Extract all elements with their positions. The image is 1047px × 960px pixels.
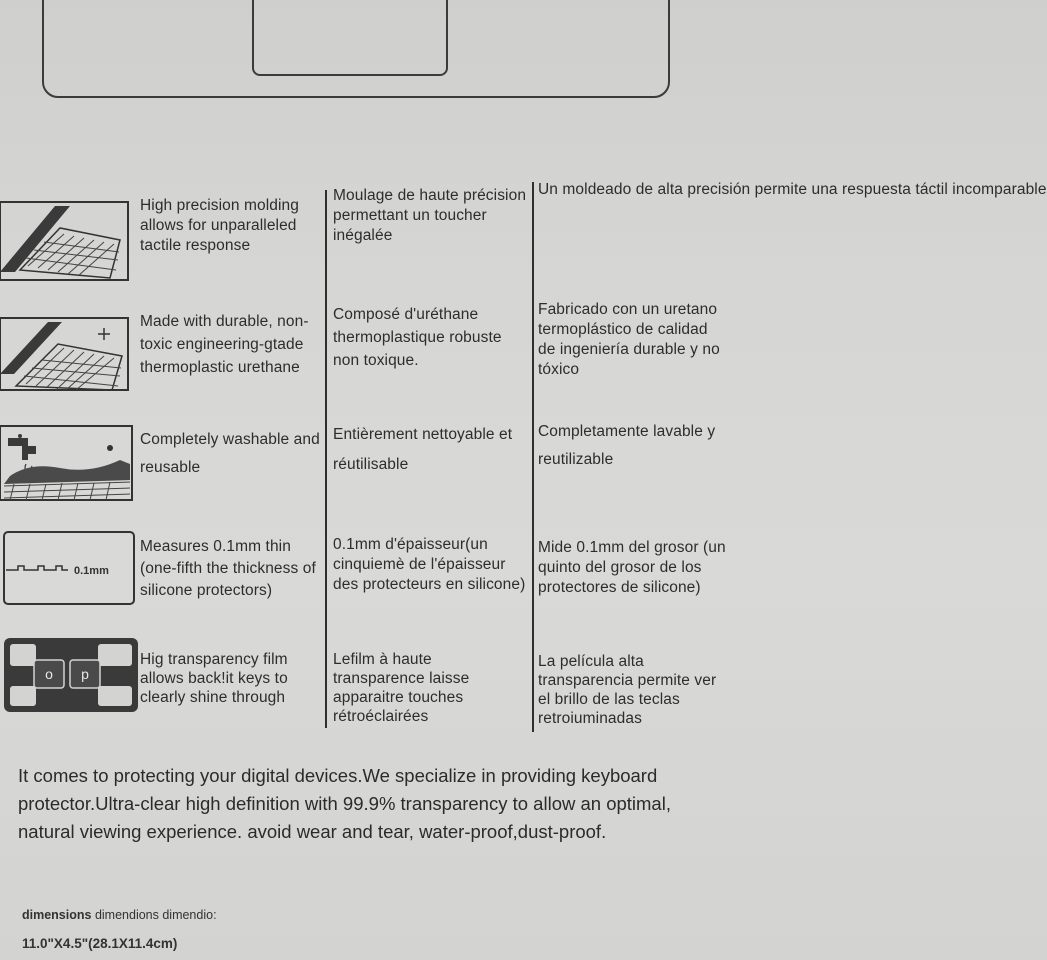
feature-text-fr: Entièrement nettoyable et réutilisable	[333, 426, 513, 473]
dimensions-value: 11.0"X4.5"(28.1X11.4cm)	[22, 936, 178, 951]
thickness-icon	[0, 530, 138, 606]
feature-text-en: Hig transparency film allows back!it keys to clearly shine through	[140, 651, 288, 706]
feature-text-fr: Composé d'uréthane thermoplastique robuste non toxique.	[333, 306, 502, 369]
thickness-label: 0.1mm	[74, 565, 109, 577]
description-paragraph: It comes to protecting your digital devices.We specialize in providing keyboard protector.Ultra-clear high definition with 99.9% transparency to allow an optimal, natural viewing experience. avoid wear and tear, water-proof,dust-proof.	[18, 765, 671, 842]
backlit-keys-icon	[0, 636, 140, 714]
feature-text-en: Made with durable, non-toxic engineering-gtade thermoplastic urethane	[140, 313, 309, 376]
feature-text-es: Un moldeado de alta precisión permite una respuesta táctil incomparable	[538, 181, 1047, 198]
feature-text-es: Completamente lavable y reutilizable	[538, 423, 716, 468]
keyboard-sparkle-icon	[0, 314, 132, 394]
faucet-washing-icon	[0, 424, 134, 502]
key-label-o: o	[45, 666, 53, 682]
feature-text-es: Fabricado con un uretano termoplástico de calidad de ingeniería durable y no tóxico	[538, 301, 720, 378]
key-label-p: p	[81, 666, 89, 682]
column-divider	[325, 190, 327, 728]
column-divider	[532, 182, 534, 732]
keyboard-cover-icon	[0, 200, 132, 286]
feature-text-fr: Lefilm à haute transparence laisse apparaitre touches rétroéclairées	[333, 651, 470, 725]
feature-text-en: Measures 0.1mm thin (one-fifth the thickness of silicone protectors)	[140, 538, 316, 599]
feature-text-en: Completely washable and reusable	[140, 431, 320, 476]
feature-text-es: La película alta transparencia permite ver el brillo de las teclas retroiuminadas	[538, 653, 717, 727]
feature-text-fr: 0.1mm d'épaisseur(un cinquiemè de l'épaisseur des protecteurs en silicone)	[333, 536, 526, 593]
feature-text-es: Mide 0.1mm del grosor (un quinto del grosor de los protectores de silicone)	[538, 539, 726, 596]
feature-text-en: High precision molding allows for unparalleled tactile response	[140, 197, 300, 254]
package-window	[252, 0, 448, 76]
feature-text-fr: Moulage de haute précision permettant un toucher inégalée	[333, 187, 527, 244]
dimensions-label: dimensions dimendions dimendio:	[22, 908, 217, 922]
